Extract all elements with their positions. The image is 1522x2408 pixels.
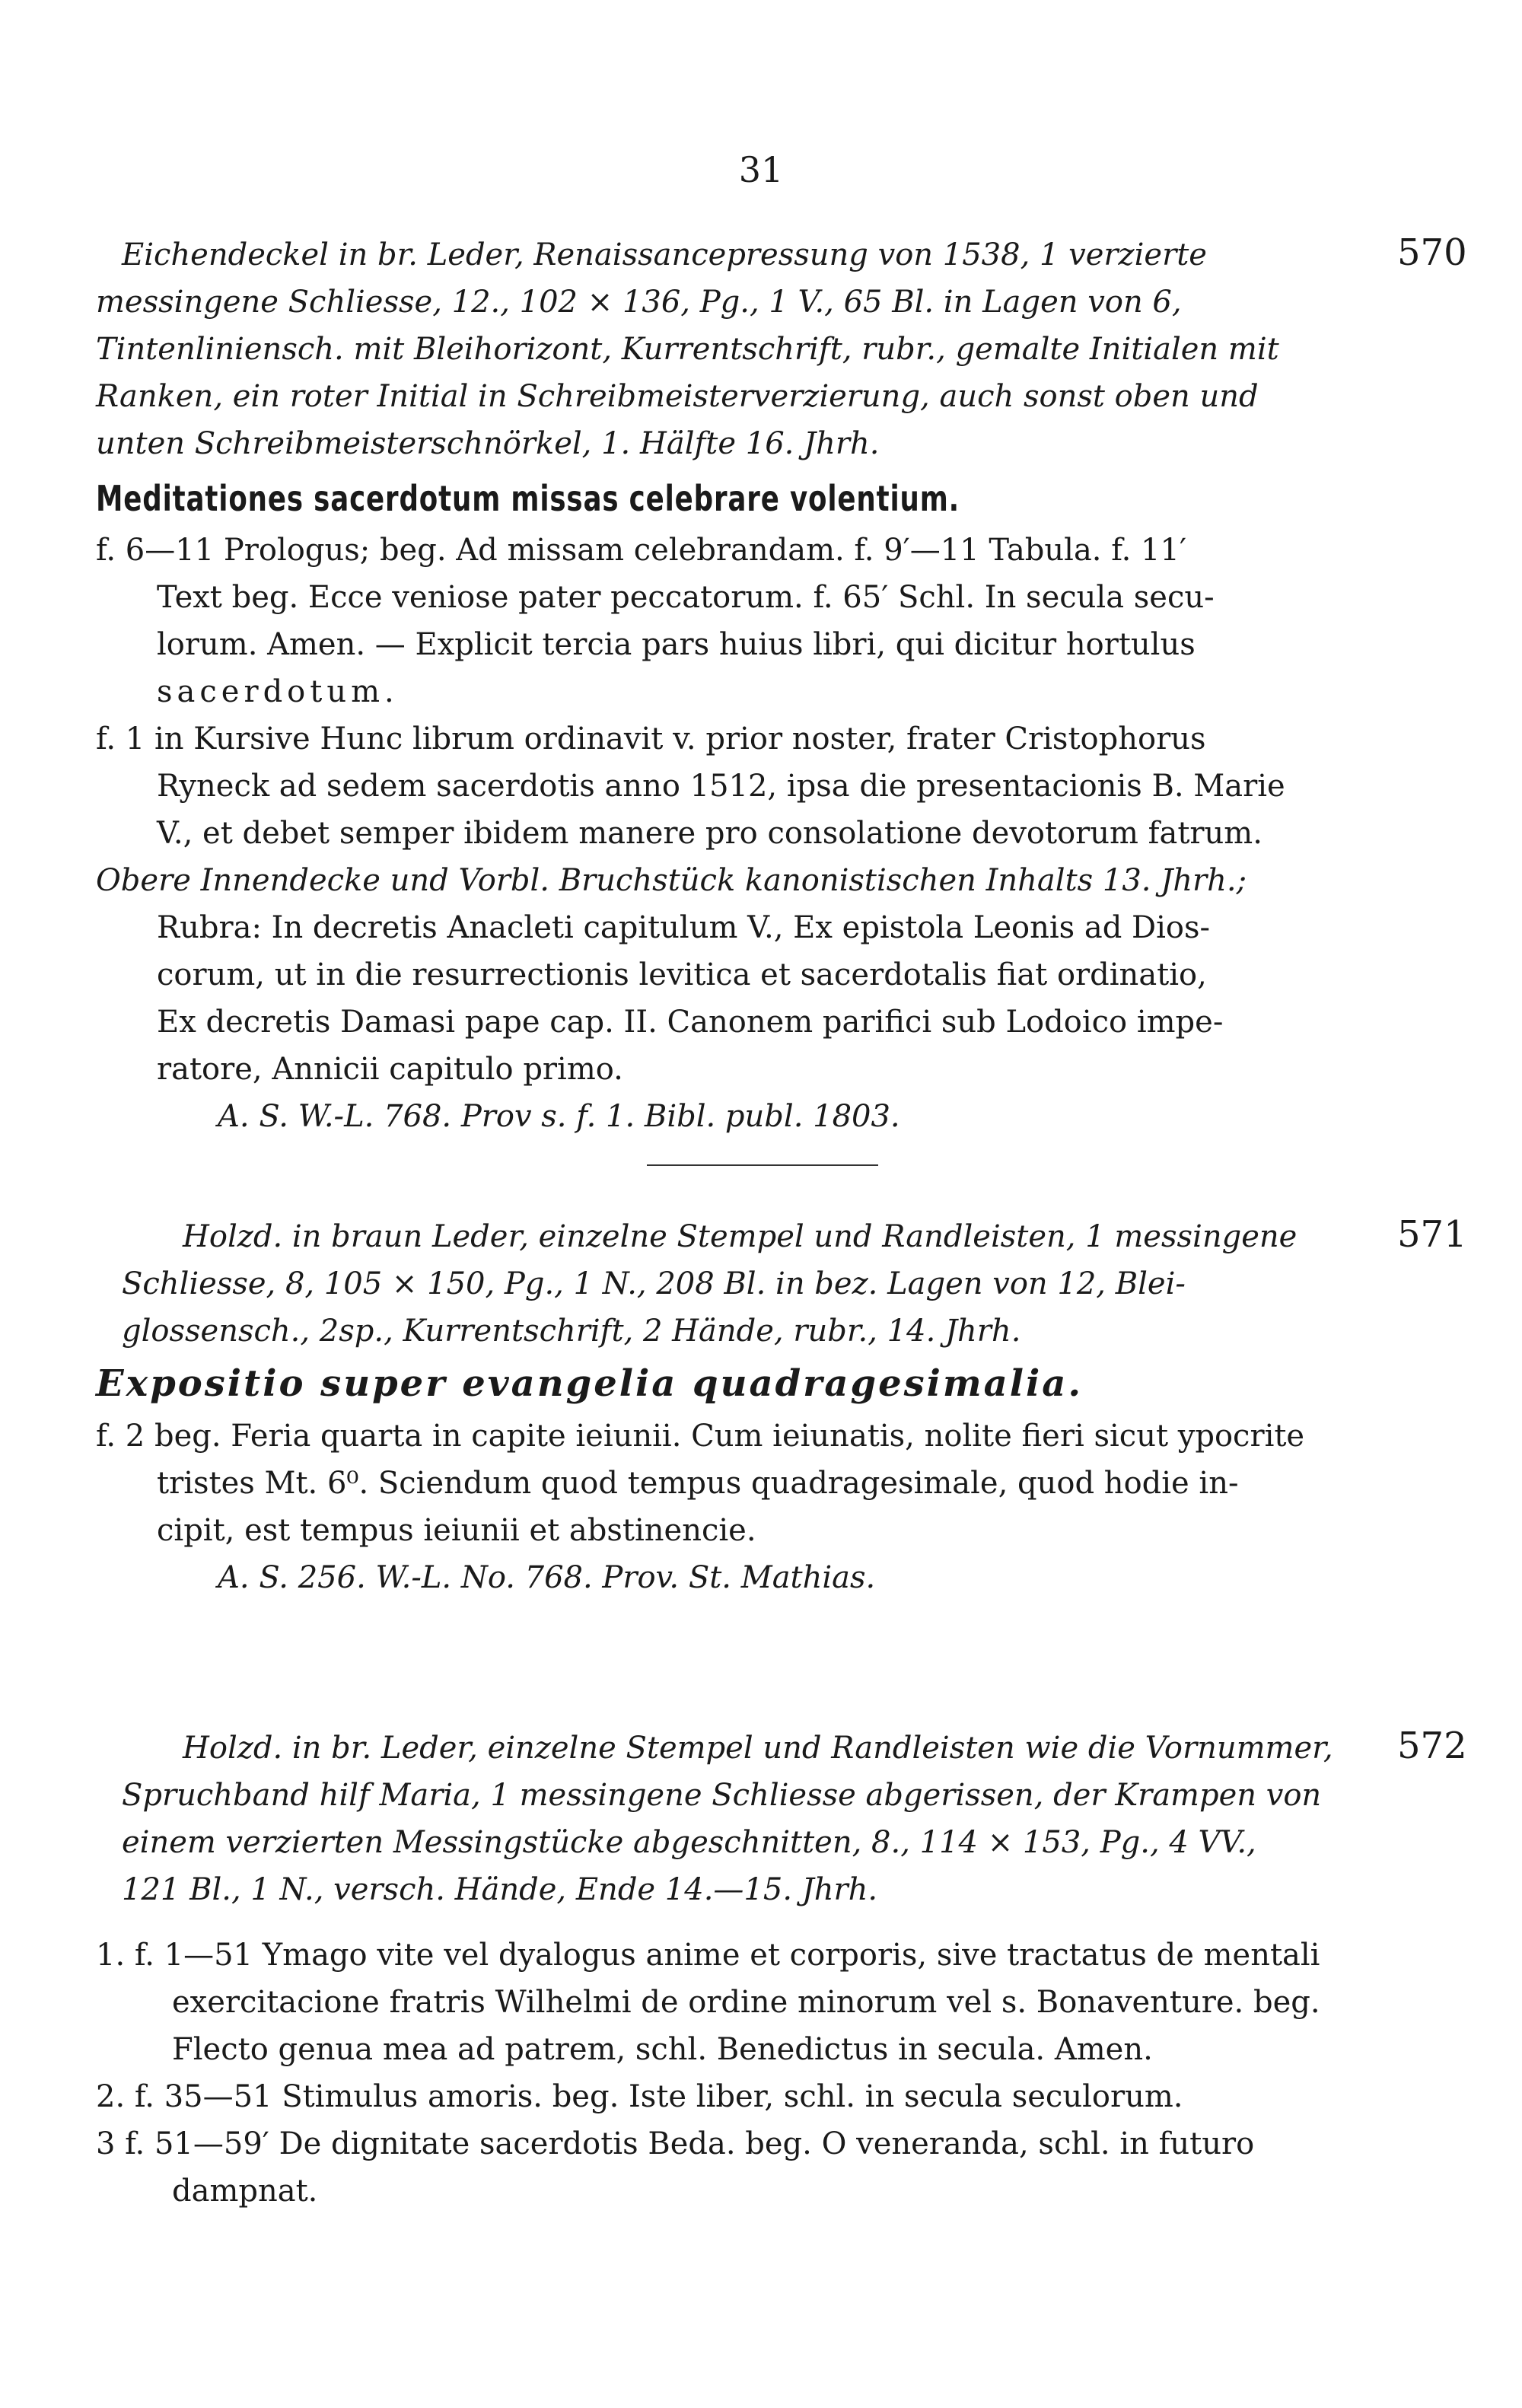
entry-title: Meditationes sacerdotum missas celebrare volentium. xyxy=(96,478,960,519)
entry-number: 572 xyxy=(1397,1725,1467,1767)
body-line: ratore, Annicii capitulo primo. xyxy=(157,1052,623,1087)
body-line: Text beg. Ecce veniose pater peccatorum. f. 65′ Schl. In secula secu- xyxy=(157,580,1215,615)
description-line: unten Schreibmeisterschnörkel, 1. Hälfte 16. Jhrh. xyxy=(96,426,880,461)
body-line: sacerdotum. xyxy=(157,674,399,709)
entry-description xyxy=(96,231,1385,467)
entry-body xyxy=(96,527,1385,1140)
reference-line: A. S. 256. W.-L. No. 768. Prov. St. Mathias. xyxy=(218,1560,876,1595)
body-line: cipit, est tempus ieiunii et abstinencie. xyxy=(157,1513,756,1548)
entry-571 xyxy=(96,1213,1467,1601)
entry-570 xyxy=(96,231,1467,1140)
body-line: corum, ut in die resurrectionis levitica et sacerdotalis fiat ordinatio, xyxy=(157,957,1207,992)
separator xyxy=(647,1164,878,1166)
body-line: f. 2 beg. Feria quarta in capite ieiunii. Cum ieiunatis, nolite fieri sicut ypocrite xyxy=(96,1419,1305,1454)
entry-572 xyxy=(96,1725,1467,2215)
description-line: Schliesse, 8, 105 × 150, Pg., 1 N., 208 Bl. in bez. Lagen von 12, Blei- xyxy=(122,1266,1186,1301)
body-line: Ex decretis Damasi pape cap. II. Canonem parifici sub Lodoico impe- xyxy=(157,1005,1224,1040)
body-line: f. 6—11 Prologus; beg. Ad missam celebrandam. f. 9′—11 Tabula. f. 11′ xyxy=(96,533,1187,568)
description-line: Ranken, ein roter Initial in Schreibmeisterverzierung, auch sonst oben und xyxy=(96,379,1259,414)
body-line: lorum. Amen. — Explicit tercia pars huius libri, qui dicitur hortulus xyxy=(157,627,1196,662)
page-number: 31 xyxy=(738,149,784,190)
description-line: Holzd. in braun Leder, einzelne Stempel und Randleisten, 1 messingene xyxy=(183,1219,1298,1254)
entry-items xyxy=(96,1932,1385,2215)
list-item: 3 f. 51—59′ De dignitate sacerdotis Beda. beg. O veneranda, schl. in futuro dampnat. xyxy=(96,2126,1255,2209)
entry-description xyxy=(122,1725,1385,1913)
description-line: glossensch., 2sp., Kurrentschrift, 2 Hände, rubr., 14. Jhrh. xyxy=(122,1314,1021,1349)
description-line: Holzd. in br. Leder, einzelne Stempel und Randleisten wie die Vornummer, xyxy=(183,1731,1333,1766)
entry-description xyxy=(122,1213,1385,1355)
list-item: 1. f. 1—51 Ymago vite vel dyalogus anime et corporis, sive tractatus de mentali exercitacione fratris Wilhelmi de ordine minorum vel s. Bonaventure. beg. Flecto genua mea ad patrem, schl. Benedictus in secula. Amen. xyxy=(96,1938,1320,2067)
list-item: 2. f. 35—51 Stimulus amoris. beg. Iste liber, schl. in secula seculorum. xyxy=(96,2079,1183,2114)
body-line: f. 1 in Kursive Hunc librum ordinavit v. prior noster, frater Cristophorus xyxy=(96,721,1206,756)
entry-body xyxy=(96,1413,1385,1601)
description-line: Eichendeckel in br. Leder, Renaissancepressung von 1538, 1 verzierte xyxy=(122,237,1207,272)
body-line: Ryneck ad sedem sacerdotis anno 1512, ipsa die presentacionis B. Marie xyxy=(157,769,1285,804)
entry-number: 570 xyxy=(1397,231,1467,274)
description-line: Spruchband hilf Maria, 1 messingene Schliesse abgerissen, der Krampen von xyxy=(122,1778,1322,1813)
description-line: 121 Bl., 1 N., versch. Hände, Ende 14.—15. Jhrh. xyxy=(122,1872,878,1907)
entry-number: 571 xyxy=(1397,1213,1467,1256)
body-line: V., et debet semper ibidem manere pro consolatione devotorum fatrum. xyxy=(157,816,1262,851)
description-line: Tintenliniensch. mit Bleihorizont, Kurrentschrift, rubr., gemalte Initialen mit xyxy=(96,332,1279,367)
description-line: einem verzierten Messingstücke abgeschnitten, 8., 114 × 153, Pg., 4 VV., xyxy=(122,1825,1256,1860)
body-line: Obere Innendecke und Vorbl. Bruchstück kanonistischen Inhalts 13. Jhrh.; xyxy=(96,863,1247,898)
body-line: tristes Mt. 6⁰. Sciendum quod tempus quadragesimale, quod hodie in- xyxy=(157,1466,1239,1501)
description-line: messingene Schliesse, 12., 102 × 136, Pg., 1 V., 65 Bl. in Lagen von 6, xyxy=(96,285,1182,320)
body-line: Rubra: In decretis Anacleti capitulum V., Ex epistola Leonis ad Dios- xyxy=(157,910,1211,945)
reference-line: A. S. W.-L. 768. Prov s. f. 1. Bibl. publ. 1803. xyxy=(218,1099,900,1134)
entry-title: Expositio super evangelia quadragesimalia. xyxy=(96,1362,1084,1405)
